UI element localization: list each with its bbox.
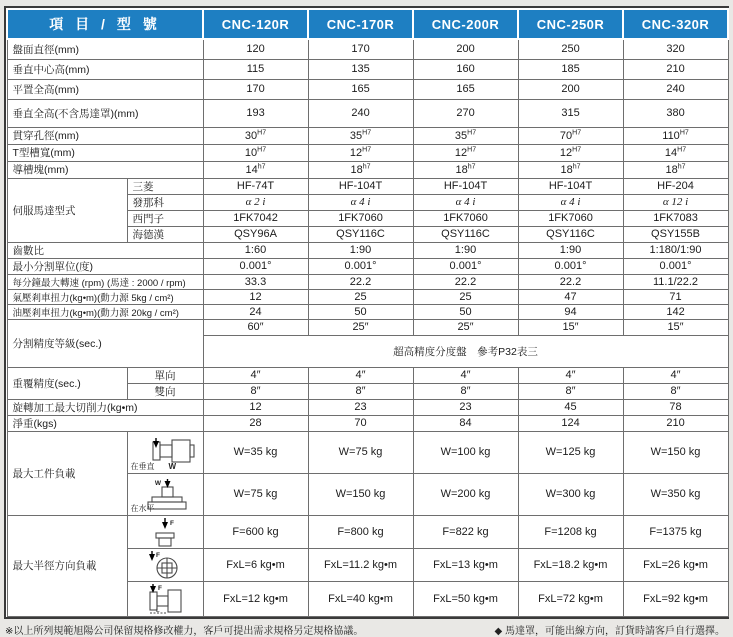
spec-value: 1:90 bbox=[413, 242, 518, 258]
spec-value: 135 bbox=[308, 59, 413, 79]
spec-value: 94 bbox=[518, 304, 623, 319]
caption-horizontal: 在水平 bbox=[130, 503, 155, 513]
row-through-hole bbox=[7, 127, 728, 144]
spec-value: 0.001° bbox=[518, 258, 623, 274]
row-guide-block bbox=[7, 161, 728, 178]
spec-value: 78 bbox=[623, 399, 728, 415]
spec-value: W=200 kg bbox=[413, 473, 518, 515]
spec-value: 33.3 bbox=[203, 274, 308, 289]
spec-value: 22.2 bbox=[308, 274, 413, 289]
spec-value: 25 bbox=[308, 289, 413, 304]
spec-value: 165 bbox=[413, 79, 518, 99]
spec-value: 22.2 bbox=[518, 274, 623, 289]
tolerance-mark: H7 bbox=[257, 145, 267, 153]
spec-value: W=125 kg bbox=[518, 431, 623, 473]
spec-value: 4″ bbox=[413, 367, 518, 383]
spec-value: FxL=50 kg•m bbox=[413, 581, 518, 616]
spec-value: 45 bbox=[518, 399, 623, 415]
spec-value: 170 bbox=[203, 79, 308, 99]
tolerance-mark: h7 bbox=[257, 162, 266, 170]
spec-value: α 2 i bbox=[203, 194, 308, 210]
spec-value: W=300 kg bbox=[518, 473, 623, 515]
row-indexing-accuracy bbox=[7, 319, 728, 335]
spec-value: 320 bbox=[623, 39, 728, 59]
header-row bbox=[7, 9, 728, 39]
radial-faceplate-force-icon bbox=[142, 550, 188, 580]
row-disc-diameter bbox=[7, 39, 728, 59]
spec-value: 1FK7060 bbox=[518, 210, 623, 226]
spec-value: 1:90 bbox=[308, 242, 413, 258]
spec-value: 200 bbox=[413, 39, 518, 59]
footnotes bbox=[0, 619, 733, 637]
spec-value: $12^{H7}$ bbox=[413, 144, 518, 161]
caption-vertical: 在垂直 bbox=[130, 461, 155, 471]
spec-value: 71 bbox=[623, 289, 728, 304]
spec-value: 1FK7060 bbox=[413, 210, 518, 226]
footnote-motor-cover-notice: ◆ 馬達罩，可能出線方向，訂貨時請客戶自行選擇。 bbox=[494, 625, 725, 637]
spec-value: 50 bbox=[413, 304, 518, 319]
row-label-vertical-total-height: 垂直全高(不含馬達罩)(mm) bbox=[7, 99, 203, 127]
spec-value: α 4 i bbox=[413, 194, 518, 210]
spec-value: 15″ bbox=[518, 319, 623, 335]
header-item-label: 項 目 / 型 號 bbox=[7, 9, 203, 39]
spec-value: F=800 kg bbox=[308, 515, 413, 548]
spec-value: 0.001° bbox=[203, 258, 308, 274]
spec-value: 1FK7042 bbox=[203, 210, 308, 226]
spec-value: 23 bbox=[413, 399, 518, 415]
spec-value: FxL=18.2 kg•m bbox=[518, 548, 623, 581]
spec-value: 12 bbox=[203, 289, 308, 304]
header-model-cnc-200r: CNC-200R bbox=[413, 9, 518, 39]
vertical-mount-load-icon bbox=[127, 431, 203, 473]
row-label-repeatability: 重覆精度(sec.) bbox=[7, 367, 127, 399]
spec-value: 11.1/22.2 bbox=[623, 274, 728, 289]
tolerance-mark: h7 bbox=[572, 162, 581, 170]
spec-value: 1FK7083 bbox=[623, 210, 728, 226]
spec-value: 4″ bbox=[308, 367, 413, 383]
tolerance-mark: H7 bbox=[572, 128, 582, 136]
spec-value: W=100 kg bbox=[413, 431, 518, 473]
spec-value: 1:180/1:90 bbox=[623, 242, 728, 258]
row-label-vertical-center-height: 垂直中心高(mm) bbox=[7, 59, 203, 79]
row-vertical-total-height bbox=[7, 99, 728, 127]
spec-value: $18^{h7}$ bbox=[308, 161, 413, 178]
spec-value: $18^{h7}$ bbox=[623, 161, 728, 178]
spec-value: HF-104T bbox=[518, 178, 623, 194]
spec-value: 170 bbox=[308, 39, 413, 59]
row-net-weight bbox=[7, 415, 728, 431]
spec-value: 8″ bbox=[203, 383, 308, 399]
spec-value: W=35 kg bbox=[203, 431, 308, 473]
spec-value: QSY116C bbox=[308, 226, 413, 242]
spec-value: $12^{H7}$ bbox=[308, 144, 413, 161]
tolerance-mark: h7 bbox=[467, 162, 476, 170]
spec-value: 8″ bbox=[518, 383, 623, 399]
spec-value: F=600 kg bbox=[203, 515, 308, 548]
spec-value: 8″ bbox=[308, 383, 413, 399]
spec-value: 23 bbox=[308, 399, 413, 415]
row-label-max-rpm: 每分鐘最大轉速 (rpm) (馬達 : 2000 / rpm) bbox=[7, 274, 203, 289]
spec-value: $30^{H7}$ bbox=[203, 127, 308, 144]
spec-value: QSY116C bbox=[518, 226, 623, 242]
footnote-spec-change-notice: ※以上所列規範旭陽公司保留規格修改權力，客戶可提出需求規格另定規格協議。 bbox=[5, 625, 364, 637]
spec-value: QSY96A bbox=[203, 226, 308, 242]
row-max-radial-load-axial bbox=[7, 515, 728, 548]
spec-value: F=822 kg bbox=[413, 515, 518, 548]
row-gear-ratio bbox=[7, 242, 728, 258]
tolerance-mark: H7 bbox=[362, 145, 372, 153]
spec-value: 1:90 bbox=[518, 242, 623, 258]
tolerance-mark: H7 bbox=[572, 145, 582, 153]
svg-text:F: F bbox=[170, 519, 174, 527]
header-model-cnc-170r: CNC-170R bbox=[308, 9, 413, 39]
spec-value: 315 bbox=[518, 99, 623, 127]
side-moment-force-icon bbox=[140, 583, 190, 615]
spec-value: 240 bbox=[623, 79, 728, 99]
spec-value: 8″ bbox=[623, 383, 728, 399]
spec-value: $70^{H7}$ bbox=[518, 127, 623, 144]
spec-value: HF-74T bbox=[203, 178, 308, 194]
spec-value: $110^{H7}$ bbox=[623, 127, 728, 144]
spec-value: 50 bbox=[308, 304, 413, 319]
spec-value: FxL=11.2 kg•m bbox=[308, 548, 413, 581]
row-label-guide-block: 導槽塊(mm) bbox=[7, 161, 203, 178]
axial-force-icon bbox=[127, 515, 203, 548]
row-hydraulic-brake-torque bbox=[7, 304, 728, 319]
spec-value: 0.001° bbox=[308, 258, 413, 274]
svg-text:F: F bbox=[158, 584, 162, 592]
spec-value: 115 bbox=[203, 59, 308, 79]
spec-value: 84 bbox=[413, 415, 518, 431]
spec-value: 160 bbox=[413, 59, 518, 79]
row-label-max-cutting-force: 旋轉加工最大切削力(kg•m) bbox=[7, 399, 203, 415]
svg-text:L: L bbox=[156, 606, 160, 614]
row-repeatability-unidirectional bbox=[7, 367, 728, 383]
tolerance-mark: H7 bbox=[257, 128, 267, 136]
spec-value: W=350 kg bbox=[623, 473, 728, 515]
row-flat-total-height bbox=[7, 79, 728, 99]
spec-value: $18^{h7}$ bbox=[518, 161, 623, 178]
tolerance-mark: h7 bbox=[362, 162, 371, 170]
spec-value: 4″ bbox=[203, 367, 308, 383]
spec-table bbox=[6, 8, 729, 617]
tolerance-mark: H7 bbox=[467, 128, 477, 136]
spec-value: 124 bbox=[518, 415, 623, 431]
spec-value: 15″ bbox=[623, 319, 728, 335]
spec-value: 22.2 bbox=[413, 274, 518, 289]
row-label-hydraulic-brake-torque: 油壓剎車扭力(kg•m)(動力源 20kg / cm²) bbox=[7, 304, 203, 319]
side-moment-force-icon bbox=[127, 581, 203, 616]
spec-value: 1:60 bbox=[203, 242, 308, 258]
spec-value: 142 bbox=[623, 304, 728, 319]
spec-value: 200 bbox=[518, 79, 623, 99]
ultra-precision-note: 超高精度分度盤 參考P32表三 bbox=[203, 335, 728, 367]
repeatability-double-direction: 雙向 bbox=[127, 383, 203, 399]
row-pneumatic-brake-torque bbox=[7, 289, 728, 304]
load-letter: W bbox=[168, 461, 177, 471]
spec-value: 210 bbox=[623, 59, 728, 79]
spec-value: 60″ bbox=[203, 319, 308, 335]
spec-value: 165 bbox=[308, 79, 413, 99]
spec-value: 210 bbox=[623, 415, 728, 431]
spec-value: $12^{H7}$ bbox=[518, 144, 623, 161]
tolerance-mark: H7 bbox=[362, 128, 372, 136]
spec-value: 12 bbox=[203, 399, 308, 415]
axial-force-icon bbox=[145, 517, 185, 547]
spec-value: HF-204 bbox=[623, 178, 728, 194]
row-label-t-slot-width: T型槽寬(mm) bbox=[7, 144, 203, 161]
row-max-workpiece-load-vertical bbox=[7, 431, 728, 473]
row-label-indexing-accuracy: 分割精度等級(sec.) bbox=[7, 319, 203, 367]
spec-value: 25″ bbox=[413, 319, 518, 335]
spec-value: 380 bbox=[623, 99, 728, 127]
row-label-flat-total-height: 平置全高(mm) bbox=[7, 79, 203, 99]
tolerance-mark: H7 bbox=[677, 145, 687, 153]
spec-value: 240 bbox=[308, 99, 413, 127]
spec-value: 1FK7060 bbox=[308, 210, 413, 226]
spec-value: W=150 kg bbox=[623, 431, 728, 473]
spec-value: 8″ bbox=[413, 383, 518, 399]
row-label-disc-diameter: 盤面直徑(mm) bbox=[7, 39, 203, 59]
svg-text:W: W bbox=[154, 480, 161, 487]
spec-value: 70 bbox=[308, 415, 413, 431]
row-max-cutting-force bbox=[7, 399, 728, 415]
spec-value: FxL=72 kg•m bbox=[518, 581, 623, 616]
servo-brand-fanuc: 發那科 bbox=[127, 194, 203, 210]
spec-value: 193 bbox=[203, 99, 308, 127]
spec-value: FxL=92 kg•m bbox=[623, 581, 728, 616]
spec-value: FxL=40 kg•m bbox=[308, 581, 413, 616]
row-label-gear-ratio: 齒數比 bbox=[7, 242, 203, 258]
spec-value: $14^{H7}$ bbox=[623, 144, 728, 161]
spec-value: 47 bbox=[518, 289, 623, 304]
servo-brand-siemens: 西門子 bbox=[127, 210, 203, 226]
spec-value: 0.001° bbox=[623, 258, 728, 274]
spec-value: 120 bbox=[203, 39, 308, 59]
spec-sheet-frame bbox=[4, 6, 729, 619]
repeatability-single-direction: 單向 bbox=[127, 367, 203, 383]
spec-value: 25″ bbox=[308, 319, 413, 335]
spec-value: 0.001° bbox=[413, 258, 518, 274]
header-model-cnc-250r: CNC-250R bbox=[518, 9, 623, 39]
servo-brand-mitsubishi: 三菱 bbox=[127, 178, 203, 194]
spec-value: W=75 kg bbox=[308, 431, 413, 473]
svg-text:F: F bbox=[156, 551, 160, 559]
spec-value: 28 bbox=[203, 415, 308, 431]
row-label-net-weight: 淨重(kgs) bbox=[7, 415, 203, 431]
servo-brand-heidenhain: 海德漢 bbox=[127, 226, 203, 242]
spec-value: α 4 i bbox=[518, 194, 623, 210]
spec-value: 250 bbox=[518, 39, 623, 59]
spec-value: FxL=12 kg•m bbox=[203, 581, 308, 616]
horizontal-mount-load-icon bbox=[127, 473, 203, 515]
spec-value: 4″ bbox=[518, 367, 623, 383]
row-servo-mitsubishi bbox=[7, 178, 728, 194]
row-label-max-radial-load: 最大半徑方向負載 bbox=[7, 515, 127, 616]
spec-value: HF-104T bbox=[308, 178, 413, 194]
spec-value: FxL=26 kg•m bbox=[623, 548, 728, 581]
spec-value: α 4 i bbox=[308, 194, 413, 210]
row-label-pneumatic-brake-torque: 氣壓剎車扭力(kg•m)(動力源 5kg / cm²) bbox=[7, 289, 203, 304]
spec-value: FxL=13 kg•m bbox=[413, 548, 518, 581]
row-t-slot-width bbox=[7, 144, 728, 161]
spec-value: $18^{h7}$ bbox=[413, 161, 518, 178]
row-label-max-workpiece-load: 最大工件負載 bbox=[7, 431, 127, 515]
spec-value: $35^{H7}$ bbox=[308, 127, 413, 144]
tolerance-mark: H7 bbox=[467, 145, 477, 153]
spec-value: 185 bbox=[518, 59, 623, 79]
spec-value: W=75 kg bbox=[203, 473, 308, 515]
spec-value: F=1375 kg bbox=[623, 515, 728, 548]
spec-value: 25 bbox=[413, 289, 518, 304]
radial-faceplate-force-icon bbox=[127, 548, 203, 581]
spec-value: $35^{H7}$ bbox=[413, 127, 518, 144]
spec-value: QSY116C bbox=[413, 226, 518, 242]
header-model-cnc-320r: CNC-320R bbox=[623, 9, 728, 39]
spec-value: 270 bbox=[413, 99, 518, 127]
spec-value: $10^{H7}$ bbox=[203, 144, 308, 161]
tolerance-mark: h7 bbox=[677, 162, 686, 170]
spec-value: 24 bbox=[203, 304, 308, 319]
row-label-servo-motor-type: 伺服馬達型式 bbox=[7, 178, 127, 242]
row-max-rpm bbox=[7, 274, 728, 289]
row-vertical-center-height bbox=[7, 59, 728, 79]
spec-value: F=1208 kg bbox=[518, 515, 623, 548]
header-model-cnc-120r: CNC-120R bbox=[203, 9, 308, 39]
spec-value: 4″ bbox=[623, 367, 728, 383]
spec-value: α 12 i bbox=[623, 194, 728, 210]
spec-value: QSY155B bbox=[623, 226, 728, 242]
spec-value: FxL=6 kg•m bbox=[203, 548, 308, 581]
row-label-min-indexing-unit: 最小分割單位(度) bbox=[7, 258, 203, 274]
spec-value: W=150 kg bbox=[308, 473, 413, 515]
spec-value: $14^{h7}$ bbox=[203, 161, 308, 178]
spec-value: HF-104T bbox=[413, 178, 518, 194]
row-label-through-hole: 貫穿孔徑(mm) bbox=[7, 127, 203, 144]
row-min-indexing-unit bbox=[7, 258, 728, 274]
tolerance-mark: H7 bbox=[679, 128, 689, 136]
